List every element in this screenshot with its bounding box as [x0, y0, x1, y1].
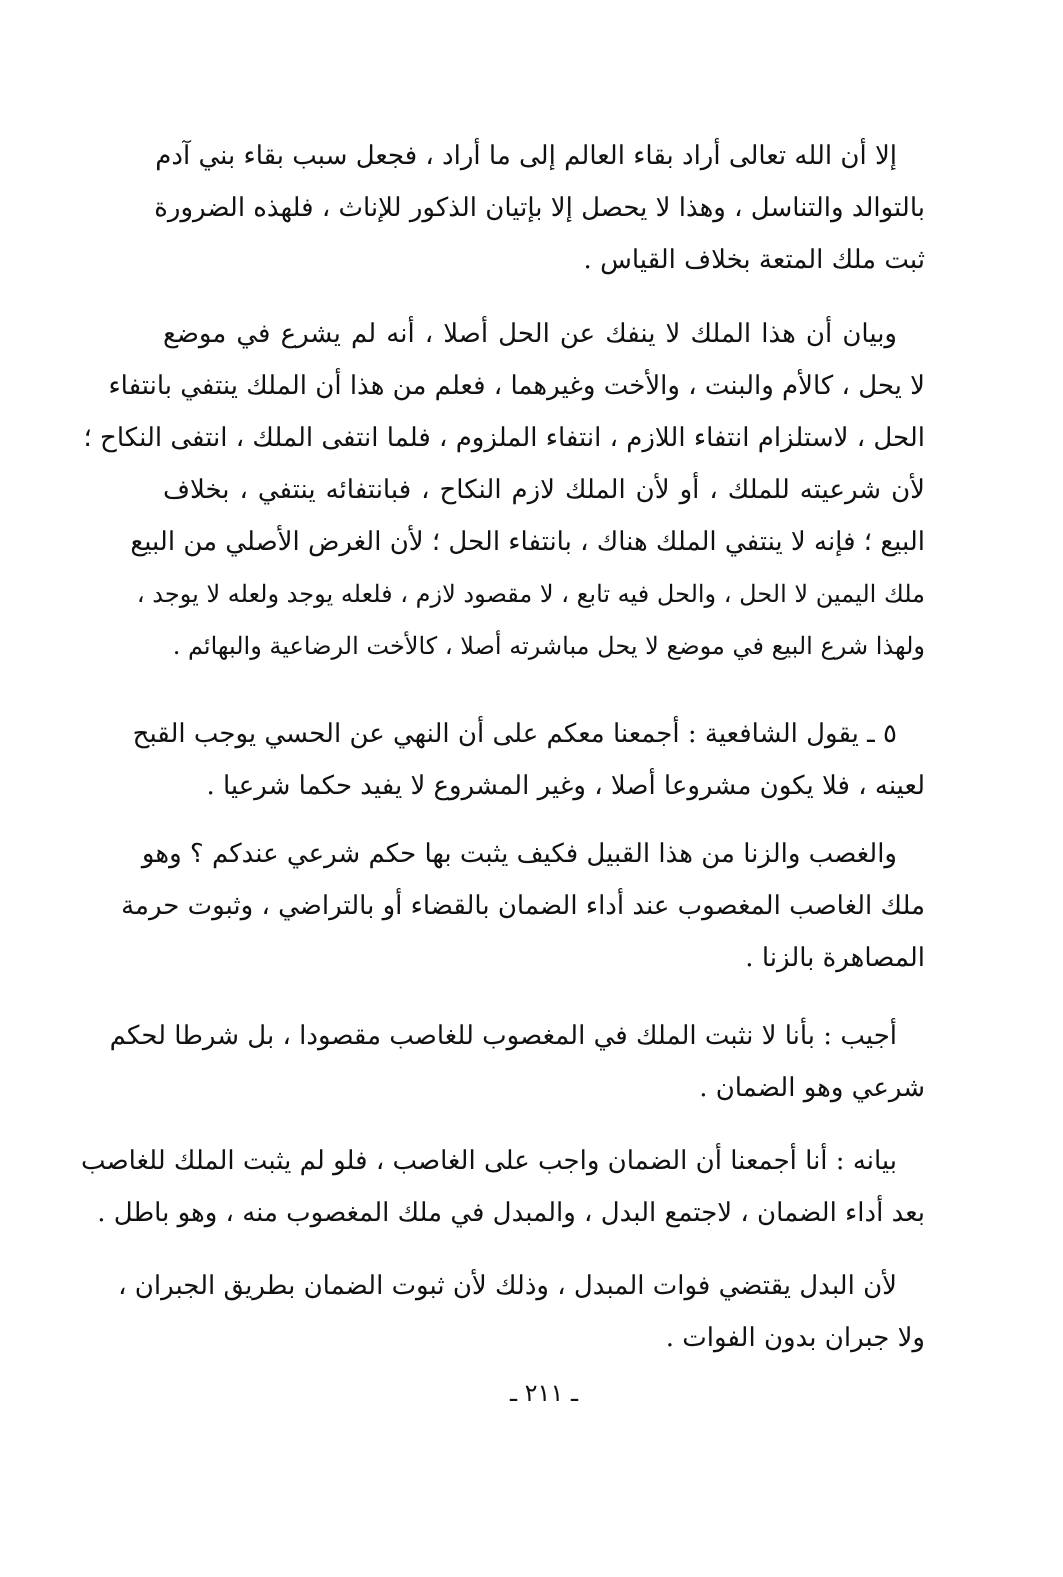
paragraph [81, 1135, 925, 1239]
text-line: ولهذا شرع البيع في موضع لا يحل مباشرته أصلا ، كالأخت الرضاعية والبهائم . [172, 632, 925, 660]
text-line: شرعي وهو الضمان . [699, 1073, 925, 1103]
text-line: أجيب : بأنا لا نثبت الملك في المغصوب للغاصب مقصودا ، بل شرطا لحكم [109, 1021, 897, 1051]
text-line: الحل ، لاستلزام انتفاء اللازم ، انتفاء الملزوم ، فلما انتفى الملك ، انتفى النكاح ؛ [83, 423, 925, 453]
text-line: ملك اليمين لا الحل ، والحل فيه تابع ، لا مقصود لازم ، فلعله يوجد ولعله لا يوجد ، [136, 580, 925, 608]
page-number: ـ ٢١١ ـ [509, 1379, 578, 1407]
paragraph [83, 308, 925, 672]
text-line: بعد أداء الضمان ، لاجتمع البدل ، والمبدل في ملك المغصوب منه ، وهو باطل . [97, 1198, 925, 1228]
paragraph [154, 130, 925, 286]
text-line: لعينه ، فلا يكون مشروعا أصلا ، وغير المشروع لا يفيد حكما شرعيا . [206, 771, 925, 801]
text-line: ثبت ملك المتعة بخلاف القياس . [583, 245, 925, 275]
text-line: بالتوالد والتناسل ، وهذا لا يحصل إلا بإتيان الذكور للإناث ، فلهذه الضرورة [154, 193, 925, 223]
text-line: لأن شرعيته للملك ، أو لأن الملك لازم النكاح ، فبانتفائه ينتفي ، بخلاف [163, 475, 925, 505]
text-line: البيع ؛ فإنه لا ينتفي الملك هناك ، بانتفاء الحل ؛ لأن الغرض الأصلي من البيع [130, 527, 925, 557]
paragraph [118, 1260, 925, 1364]
text-line: لأن البدل يقتضي فوات المبدل ، وذلك لأن ثبوت الضمان بطريق الجبران ، [118, 1271, 897, 1301]
text-line: ولا جبران بدون الفوات . [665, 1323, 925, 1353]
text-line: إلا أن الله تعالى أراد بقاء العالم إلى ما أراد ، فجعل سبب بقاء بني آدم [155, 141, 897, 171]
text-line: المصاهرة بالزنا . [745, 943, 925, 973]
text-line: ٥ ـ يقول الشافعية : أجمعنا معكم على أن النهي عن الحسي يوجب القبح [132, 719, 897, 749]
paragraph [121, 828, 925, 984]
text-line: لا يحل ، كالأم والبنت ، والأخت وغيرهما ، فعلم من هذا أن الملك ينتفي بانتفاء [108, 371, 925, 401]
paragraph [109, 1010, 925, 1114]
text-line: بيانه : أنا أجمعنا أن الضمان واجب على الغاصب ، فلو لم يثبت الملك للغاصب [81, 1146, 897, 1176]
book-page [81, 130, 925, 1430]
text-line: ملك الغاصب المغصوب عند أداء الضمان بالقضاء أو بالتراضي ، وثبوت حرمة [121, 891, 925, 921]
paragraph [132, 708, 925, 812]
text-line: والغصب والزنا من هذا القبيل فكيف يثبت بها حكم شرعي عندكم ؟ وهو [141, 839, 897, 869]
text-line: وبيان أن هذا الملك لا ينفك عن الحل أصلا ، أنه لم يشرع في موضع [163, 319, 897, 349]
